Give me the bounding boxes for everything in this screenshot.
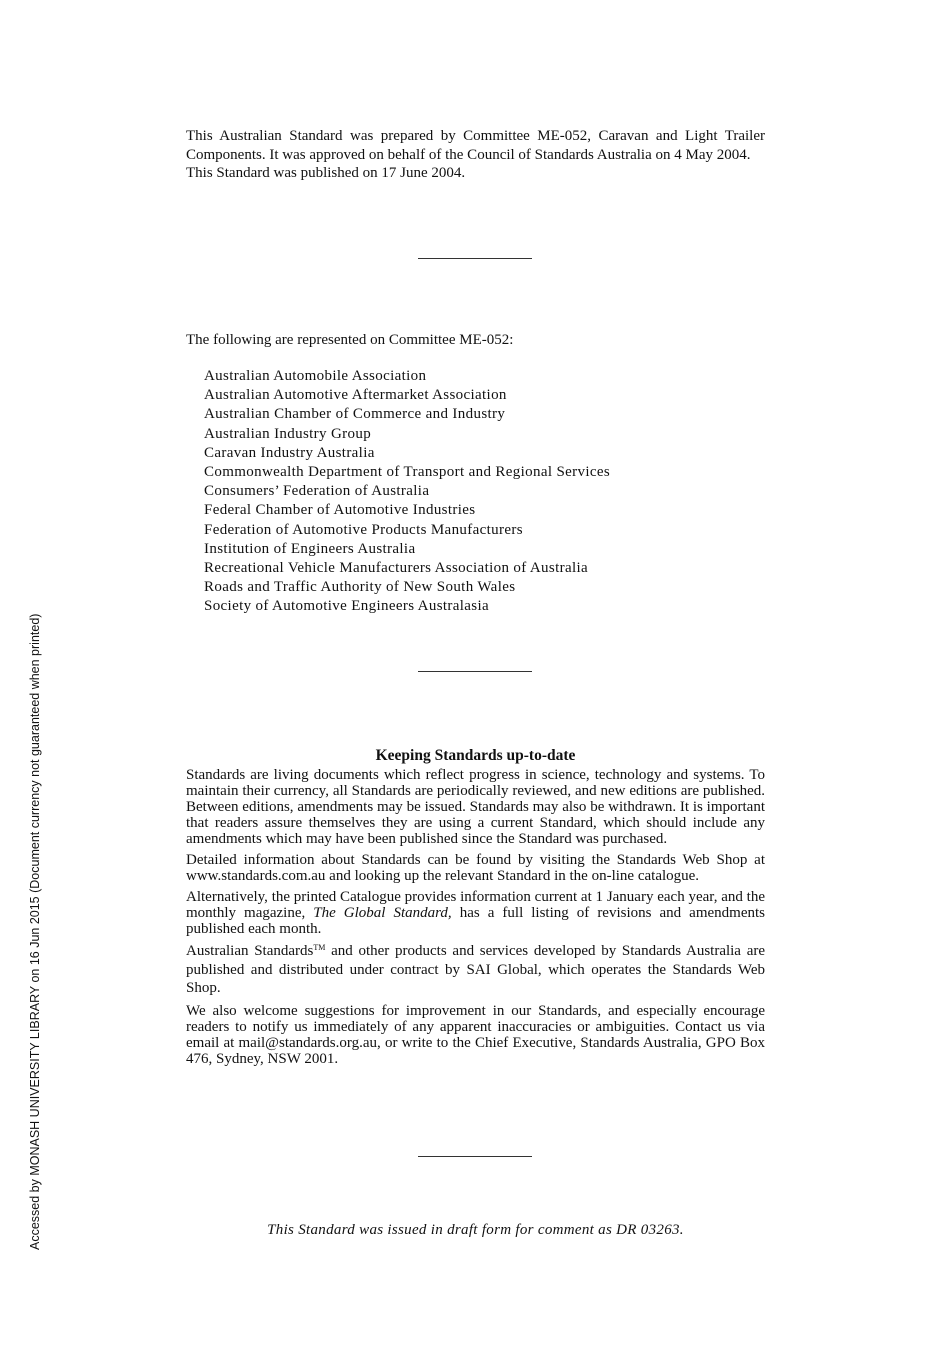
committee-member: Australian Chamber of Commerce and Industry [204, 406, 506, 423]
section-divider [418, 258, 532, 259]
committee-member: Institution of Engineers Australia [204, 540, 416, 557]
text-span: and other products and services developed by Standards Australia are published and distributed under contract by SAI Global, which operates the Standards Web Shop. [186, 943, 766, 996]
published-date-text: This Standard was published on 17 June 2004. [186, 165, 466, 181]
committee-member: Australian Industry Group [204, 425, 372, 442]
section-divider [418, 671, 532, 672]
committee-member: Society of Automotive Engineers Australasia [204, 598, 489, 615]
publication-note [186, 127, 765, 183]
committee-intro: The following are represented on Committee ME-052: [186, 332, 514, 348]
committee-member: Federation of Automotive Products Manufacturers [204, 521, 523, 538]
paragraph: Standards are living documents which reflect progress in science, technology and systems. To maintain their currency, all Standards are periodically reviewed, and new editions are published. Between editions, amendments may be issued. Standards may also be withdrawn. It is important that readers assure themselves they are using a current Standard, which should include any amendments which may have been published since the Standard was purchased. [186, 767, 765, 847]
paragraph [186, 889, 765, 937]
committee-member: Australian Automotive Aftermarket Association [204, 387, 507, 404]
trademark-mark: TM [313, 943, 326, 952]
keeping-standards-body [186, 767, 765, 1072]
approval-text: This Australian Standard was prepared by Committee ME-052, Caravan and Light Trailer Components. It was approved on behalf of the Council of Standards Australia on 4 May 2004. [186, 128, 765, 163]
keeping-standards-heading: Keeping Standards up-to-date [375, 747, 576, 764]
text-span: Alternatively, the printed Catalogue provides information current at 1 January each year, and the monthly magazine, [186, 889, 765, 921]
committee-member: Commonwealth Department of Transport and Regional Services [204, 464, 611, 481]
text-span: has a full listing of revisions and amendments published each month. [186, 905, 765, 937]
paragraph: We also welcome suggestions for improvement in our Standards, and especially encourage readers to notify us immediately of any apparent inaccuracies or ambiguities. Contact us via email at mail@standards.org.au, or write to the Chief Executive, Standards Australia, GPO Box 476, Sydney, NSW 2001. [186, 1002, 765, 1067]
draft-note: This Standard was issued in draft form for comment as DR 03263. [267, 1222, 684, 1238]
magazine-title: The Global Standard, [313, 905, 452, 921]
committee-member: Recreational Vehicle Manufacturers Association of Australia [204, 560, 589, 577]
committee-member: Federal Chamber of Automotive Industries [204, 502, 476, 519]
committee-member: Roads and Traffic Authority of New South Wales [204, 579, 516, 596]
paragraph: Detailed information about Standards can be found by visiting the Standards Web Shop at www.standards.com.au and looking up the relevant Standard in the on-line catalogue. [186, 852, 765, 884]
committee-member: Caravan Industry Australia [204, 444, 375, 461]
committee-member: Australian Automobile Association [204, 368, 427, 384]
text-span: Australian Standards [186, 943, 314, 959]
access-watermark: Accessed by MONASH UNIVERSITY LIBRARY on 16 Jun 2015 (Document currency not guaranteed when printed) [28, 613, 42, 1250]
committee-member: Consumers’ Federation of Australia [204, 483, 430, 500]
section-divider [418, 1156, 532, 1157]
paragraph [186, 942, 765, 998]
committee-member-list [204, 367, 610, 617]
